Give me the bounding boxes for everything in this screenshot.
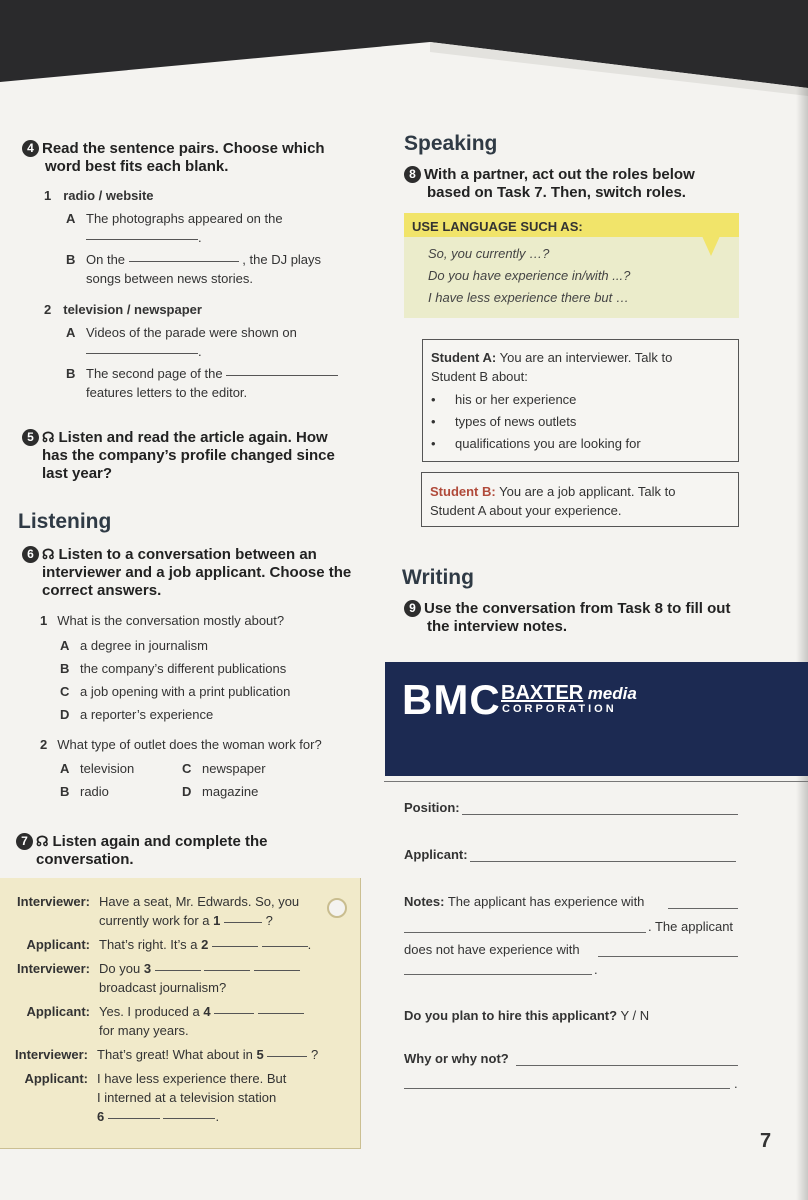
- position-label: Position:: [404, 800, 460, 815]
- applicant-field[interactable]: [470, 861, 736, 862]
- blank[interactable]: [155, 970, 201, 971]
- notes-field[interactable]: [668, 908, 738, 909]
- company-logo-name: BAXTER media: [501, 682, 637, 704]
- language-phrases: So, you currently …? Do you have experience in/with ...? I have less experience there but …: [428, 246, 631, 305]
- option[interactable]: B the company’s different publications: [60, 661, 287, 676]
- company-logo-short: BMC: [402, 676, 501, 723]
- notes-field[interactable]: [598, 956, 738, 957]
- task4-item1-pair: 1 radio / website: [44, 188, 154, 203]
- option[interactable]: A a degree in journalism: [60, 638, 208, 653]
- language-box-heading: USE LANGUAGE SUCH AS:: [412, 219, 583, 234]
- option[interactable]: C newspaper: [182, 761, 266, 776]
- blank[interactable]: [204, 970, 250, 971]
- bullet-icon: •: [431, 392, 436, 407]
- hire-question: Do you plan to hire this applicant? Y / N: [404, 1008, 650, 1023]
- listening-title: Listening: [18, 510, 112, 533]
- option[interactable]: D magazine: [182, 784, 259, 799]
- task6-number: 6: [22, 546, 39, 563]
- blank[interactable]: [224, 922, 262, 923]
- task4-item2-a: A Videos of the parade were shown on .: [66, 325, 297, 359]
- task6-q2: 2 What type of outlet does the woman work for?: [40, 737, 322, 752]
- task4-instruction: 4 Read the sentence pairs. Choose which word best fits each blank.: [22, 140, 362, 176]
- blank[interactable]: [262, 946, 308, 947]
- task4-item1-a: A The photographs appeared on the .: [66, 211, 283, 245]
- task4-number: 4: [22, 140, 39, 157]
- blank[interactable]: [212, 946, 258, 947]
- company-logo-sub: CORPORATION: [502, 703, 617, 715]
- blank[interactable]: [86, 239, 198, 240]
- why-label: Why or why not?: [404, 1051, 509, 1066]
- page-number: 7: [760, 1130, 772, 1152]
- applicant-label: Applicant:: [404, 847, 468, 862]
- dialogue-line: currently work for a 1 ?: [99, 913, 273, 928]
- student-a-bullets: • his or her experience • types of news outlets • qualifications you are looking for: [431, 389, 641, 455]
- notes-line2: . The applicant: [648, 919, 734, 934]
- option[interactable]: C a job opening with a print publication: [60, 684, 291, 699]
- task7-instruction: 7 ☊ Listen again and complete the conversation.: [16, 832, 361, 869]
- dialogue-line: I interned at a television station: [97, 1090, 277, 1105]
- notes-line3: does not have experience with: [404, 942, 580, 957]
- option[interactable]: D a reporter’s experience: [60, 707, 214, 722]
- bullet-icon: •: [431, 414, 436, 429]
- position-field[interactable]: [462, 814, 738, 815]
- notes-field[interactable]: [404, 932, 646, 933]
- student-a-text: Student A: You are an interviewer. Talk to Student B about:: [431, 350, 673, 384]
- bullet-icon: •: [431, 436, 436, 451]
- writing-title: Writing: [402, 566, 474, 589]
- task6-q1: 1 What is the conversation mostly about?: [40, 613, 285, 628]
- blank[interactable]: [129, 261, 239, 262]
- headphones-icon: ☊: [42, 429, 55, 445]
- blank[interactable]: [108, 1118, 160, 1119]
- workbook-page: 4 Read the sentence pairs. Choose which word best fits each blank. 1 radio / website A The photographs appeared on the . B On the , the DJ plays songs between news stories. 2 television / newspaper A Videos of the parade were shown on . B The second page of the features letters to the editor. 5 ☊ Listen and read the article again. How has the company’s profile changed since last year? Listening 6 ☊ Listen to a conversation between an interviewer and a job applicant. Choose the correct answers. 1 What is the conversation mostly about? A a degree in journalism B the company’s different publications C a job opening with a print publication D a reporter’s experience 2 What type of outlet does the woman work for? A television C newspaper B radio D magazine 7 ☊ Listen again and complete the conversation. Interviewer: Have a seat, Mr. Edwards. So, you currently work for a 1 ? Applicant: That’s right. It’s a 2 . Interviewer: Do you 3 broadcast journalism? Applicant: Yes. I produced a 4 for many years. Interviewer: That’s great! What about in 5 ? Applicant: I have less experience there. But I interned at a television station 6 . Speaking 8 With a partner, act out the roles below based on Task 7. Then, switch roles. USE LANGUAGE SUCH AS: So, you currently …? Do you have experience in/with ...? I have less experience there but … Student A: You are an interviewer. Talk to Student B about: • his or her experience • types of news outlets • qualifications you are looking for Student B: You are a job applicant. Talk to Student A about your experience. Writing 9 Use the conversation from Task 8 to fill out the interview notes. BMC BAXTER media CORPORATION Position: Applicant: Notes: The applicant has experience with . The applicant does not have experience with . Do you plan to hire this applicant? Y / N Why or why not? . 7: [0, 0, 808, 1200]
- option[interactable]: A television: [60, 761, 135, 776]
- task9-number: 9: [404, 600, 421, 617]
- page-edge-shadow: [796, 80, 808, 1200]
- task9-instruction: 9 Use the conversation from Task 8 to fill out the interview notes.: [404, 600, 749, 636]
- task4-item1-b: B On the , the DJ plays songs between news stories.: [66, 252, 322, 286]
- headphones-icon: ☊: [36, 833, 49, 849]
- notes-line1: Notes: The applicant has experience with: [404, 894, 645, 909]
- blank[interactable]: [86, 353, 198, 354]
- form-divider: [384, 781, 808, 782]
- student-b-text: Student B: You are a job applicant. Talk to Student A about your experience.: [430, 484, 676, 518]
- task8-instruction: 8 With a partner, act out the roles below based on Task 7. Then, switch roles.: [404, 166, 749, 202]
- hire-options[interactable]: Y / N: [620, 1008, 650, 1023]
- headphones-icon: ☊: [42, 546, 55, 562]
- dialogue-line: 6 .: [97, 1109, 220, 1124]
- why-field[interactable]: [404, 1088, 730, 1089]
- task5-instruction: 5 ☊ Listen and read the article again. How has the company’s profile changed since last year?: [22, 428, 367, 483]
- dialogue-line: broadcast journalism?: [99, 980, 227, 995]
- why-end: .: [734, 1076, 738, 1091]
- notes-end: .: [594, 962, 598, 977]
- dialogue-line: for many years.: [99, 1023, 189, 1038]
- blank[interactable]: [163, 1118, 215, 1119]
- notes-field[interactable]: [404, 974, 592, 975]
- page-top-edge: [0, 0, 808, 110]
- task4-item2-pair: 2 television / newspaper: [44, 302, 202, 317]
- task7-number: 7: [16, 833, 33, 850]
- blank[interactable]: [226, 375, 338, 376]
- blank[interactable]: [214, 1013, 254, 1014]
- task6-instruction: 6 ☊ Listen to a conversation between an interviewer and a job applicant. Choose the correct answers.: [22, 545, 367, 600]
- blank[interactable]: [267, 1056, 307, 1057]
- blank[interactable]: [258, 1013, 304, 1014]
- why-field[interactable]: [516, 1065, 738, 1066]
- speech-tail-icon: [700, 236, 722, 258]
- option[interactable]: B radio: [60, 784, 109, 799]
- task4-item2-b: B The second page of the features letters to the editor.: [66, 364, 366, 402]
- task8-number: 8: [404, 166, 421, 183]
- speaking-title: Speaking: [404, 132, 498, 155]
- task5-number: 5: [22, 429, 39, 446]
- blank[interactable]: [254, 970, 300, 971]
- task6-q2-options: [60, 757, 300, 803]
- task6-q1-options: [60, 634, 290, 726]
